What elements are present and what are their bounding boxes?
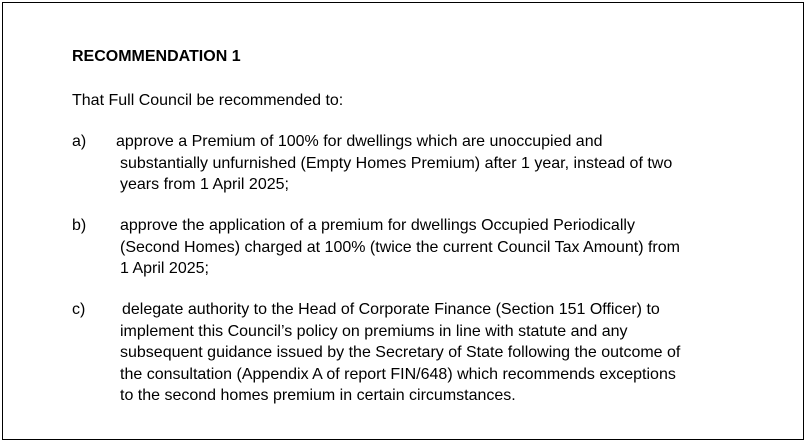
item-text-line: approve a Premium of 100% for dwellings which are unoccupied and	[116, 133, 603, 150]
item-text	[120, 299, 808, 407]
recommendation-heading: RECOMMENDATION 1	[72, 48, 241, 65]
item-text-line: approve the application of a premium for dwellings Occupied Periodically	[120, 217, 635, 234]
item-text	[116, 131, 808, 196]
item-text-line: (Second Homes) charged at 100% (twice the current Council Tax Amount) from	[120, 238, 680, 256]
item-marker: a)	[72, 133, 87, 150]
item-text-line: to the second homes premium in certain circumstances.	[120, 387, 516, 404]
intro-text: That Full Council be recommended to:	[72, 92, 344, 109]
item-text	[120, 215, 808, 280]
item-text-line: 1 April 2025;	[120, 260, 209, 277]
item-text-line: delegate authority to the Head of Corporate Finance (Section 151 Officer) to	[122, 301, 660, 318]
item-text-line: the consultation (Appendix A of report FIN/648) which recommends exceptions	[120, 365, 676, 383]
item-marker: b)	[72, 217, 87, 234]
item-text-line: implement this Council’s policy on premiums in line with statute and any	[120, 322, 628, 340]
document-frame	[2, 2, 804, 440]
item-text-line: years from 1 April 2025;	[120, 176, 289, 193]
item-text-line: substantially unfurnished (Empty Homes Premium) after 1 year, instead of two	[120, 154, 673, 172]
item-marker: c)	[72, 301, 86, 318]
item-text-line: subsequent guidance issued by the Secretary of State following the outcome of	[120, 344, 681, 361]
